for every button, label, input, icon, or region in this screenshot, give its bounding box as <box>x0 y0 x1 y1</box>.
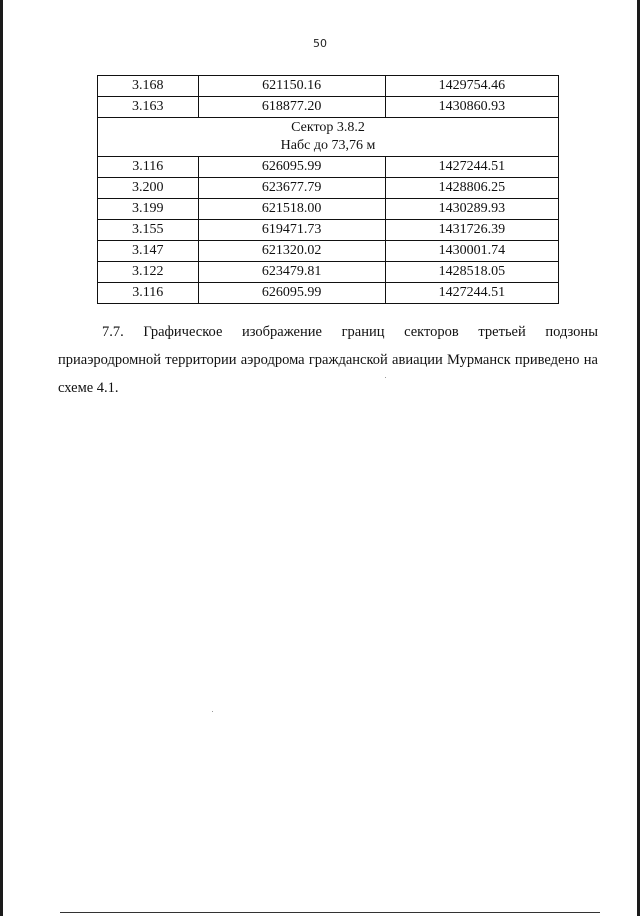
point-id-cell: 3.155 <box>98 220 199 241</box>
y-coordinate-cell: 1430289.93 <box>385 199 558 220</box>
paragraph-word: на <box>583 352 598 368</box>
coordinates-table <box>97 75 559 304</box>
y-coordinate-cell: 1427244.51 <box>385 283 558 304</box>
point-id-cell: 3.168 <box>98 76 199 97</box>
point-id-cell: 3.122 <box>98 262 199 283</box>
paragraph-word: приаэродромной <box>58 352 162 368</box>
x-coordinate-cell: 619471.73 <box>198 220 385 241</box>
point-id-cell: 3.116 <box>98 157 199 178</box>
y-coordinate-cell: 1429754.46 <box>385 76 558 97</box>
sector-header-row <box>98 118 559 157</box>
point-id-cell: 3.116 <box>98 283 199 304</box>
paragraph-word: авиации <box>392 352 443 368</box>
table-row <box>98 262 559 283</box>
x-coordinate-cell: 621150.16 <box>198 76 385 97</box>
table-row <box>98 76 559 97</box>
paragraph-word: изображение <box>242 324 322 340</box>
paragraph-word: Мурманск <box>447 352 511 368</box>
point-id-cell: 3.147 <box>98 241 199 262</box>
paragraph-word: секторов <box>404 324 459 340</box>
paragraph-line-1 <box>58 318 598 346</box>
paragraph-word: Графическое <box>143 324 223 340</box>
y-coordinate-cell: 1427244.51 <box>385 157 558 178</box>
paragraph-word: приведено <box>514 352 580 368</box>
paragraph-word: 7.7. <box>102 324 124 340</box>
point-id-cell: 3.163 <box>98 97 199 118</box>
paragraph-word: подзоны <box>545 324 598 340</box>
table-row <box>98 178 559 199</box>
sector-title: Сектор 3.8.2 <box>291 120 365 135</box>
paragraph-line-2 <box>58 346 598 374</box>
x-coordinate-cell: 621320.02 <box>198 241 385 262</box>
paragraph-word: аэродрома <box>240 352 305 368</box>
sector-height-limit: Набс до 73,76 м <box>280 138 376 153</box>
x-coordinate-cell: 623677.79 <box>198 178 385 199</box>
point-id-cell: 3.200 <box>98 178 199 199</box>
paragraph-word: границ <box>341 324 385 340</box>
table-row <box>98 283 559 304</box>
table-row <box>98 199 559 220</box>
page-number: 50 <box>313 37 327 50</box>
table-row <box>98 241 559 262</box>
y-coordinate-cell: 1430001.74 <box>385 241 558 262</box>
y-coordinate-cell: 1428518.05 <box>385 262 558 283</box>
body-paragraph <box>58 318 598 402</box>
page-edge-left <box>0 0 3 916</box>
scan-speck <box>385 377 386 378</box>
paragraph-line-3: схеме 4.1. <box>58 380 119 396</box>
y-coordinate-cell: 1428806.25 <box>385 178 558 199</box>
table-row <box>98 220 559 241</box>
y-coordinate-cell: 1430860.93 <box>385 97 558 118</box>
x-coordinate-cell: 626095.99 <box>198 283 385 304</box>
x-coordinate-cell: 618877.20 <box>198 97 385 118</box>
x-coordinate-cell: 621518.00 <box>198 199 385 220</box>
point-id-cell: 3.199 <box>98 199 199 220</box>
table-row <box>98 157 559 178</box>
page-edge-bottom <box>60 912 600 913</box>
y-coordinate-cell: 1431726.39 <box>385 220 558 241</box>
paragraph-word: территории <box>165 352 237 368</box>
sector-header-cell <box>98 118 559 157</box>
scan-speck <box>212 711 213 712</box>
x-coordinate-cell: 623479.81 <box>198 262 385 283</box>
paragraph-word: третьей <box>478 324 526 340</box>
paragraph-word: гражданской <box>308 352 388 368</box>
table-row <box>98 97 559 118</box>
x-coordinate-cell: 626095.99 <box>198 157 385 178</box>
